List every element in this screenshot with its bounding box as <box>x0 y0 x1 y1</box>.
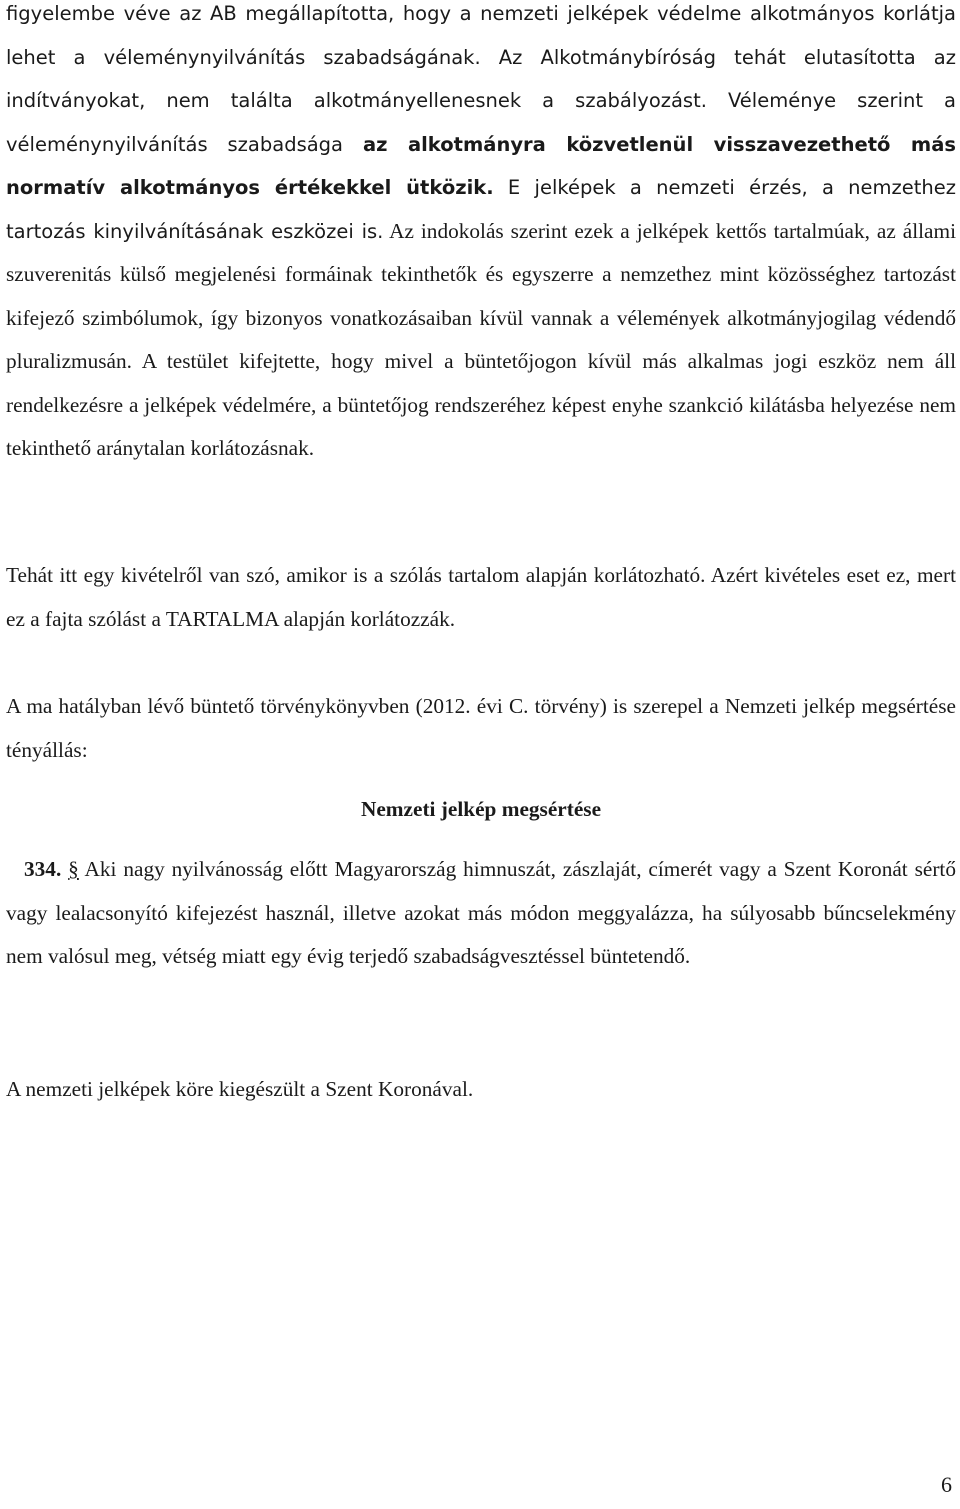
section-text: Aki nagy nyilvánosság előtt Magyarország himnuszát, zászlaját, címerét vagy a Szent Koronát sértő vagy lealacsonyító kifejezést használ, illetve azokat más módon meggyalázza, ha súlyosabb bűncselekmény nem valósul meg, vétség miatt egy évig terjedő szabadságvesztéssel büntetendő. <box>6 857 956 968</box>
text-segment-1: figyelembe véve az AB megállapította, hogy a nemzeti jelképek védelme alkotmányos korlátja lehet a véleménynyilvánítás szabadságának. Az Alkotmánybíróság tehát elutasította az indítványokat, nem találta alkotmányellenesnek a szabályozást. Véleménye szerint a véleménynyilvánítás szabadsága <box>6 2 956 156</box>
text-segment-4: Az indokolás szerint ezek a jelképek kettős tartalmúak, az állami szuverenitás külső megjelenési formáinak tekinthetők és egyszerre a nemzethez mint közösséghez tartozást kifejező szimbólumok, így bizonyos vonatkozásaiban kívül vannak a vélemények alkotmányjogilag védendő pluralizmusán. <box>6 218 956 373</box>
section-heading: Nemzeti jelkép megsértése <box>360 797 602 821</box>
page-number: 6 <box>941 1472 952 1497</box>
paragraph-holy-crown: A nemzeti jelképek köre kiegészült a Szent Koronával. <box>6 1077 474 1101</box>
text-segment-5: A testület kifejtette, hogy mivel a büntetőjogon kívül más alkalmas jogi eszköz nem áll rendelkezésre a jelképek védelmére, a büntetőjog rendszeréhez képest enyhe szankció kilátásba helyezése nem tekinthető aránytalan korlátozásnak. <box>6 349 956 460</box>
paragraph-criminal-code: A ma hatályban lévő büntető törvénykönyvben (2012. évi C. törvény) is szerepel a Nemzeti jelkép megsértése tényállás: <box>6 694 956 762</box>
section-sign: § <box>68 857 79 881</box>
paragraph-exception: Tehát itt egy kivételről van szó, amikor is a szólás tartalom alapján korlátozható. Azért kivételes eset ez, mert ez a fajta szólást a TARTALMA alapján korlátozzák. <box>6 563 956 631</box>
text-segment-bold: az alkotmányra közvetlenül visszavezethető más normatív alkotmányos értékekkel ütközik. <box>6 132 957 199</box>
paragraph-constitutional-court <box>6 0 956 471</box>
paragraph-section-334 <box>6 848 956 979</box>
text-segment-3: E jelképek a nemzeti érzés, a nemzethez tartozás kinyilvánításának eszközei is. <box>6 176 957 243</box>
section-number: 334. <box>24 857 62 881</box>
